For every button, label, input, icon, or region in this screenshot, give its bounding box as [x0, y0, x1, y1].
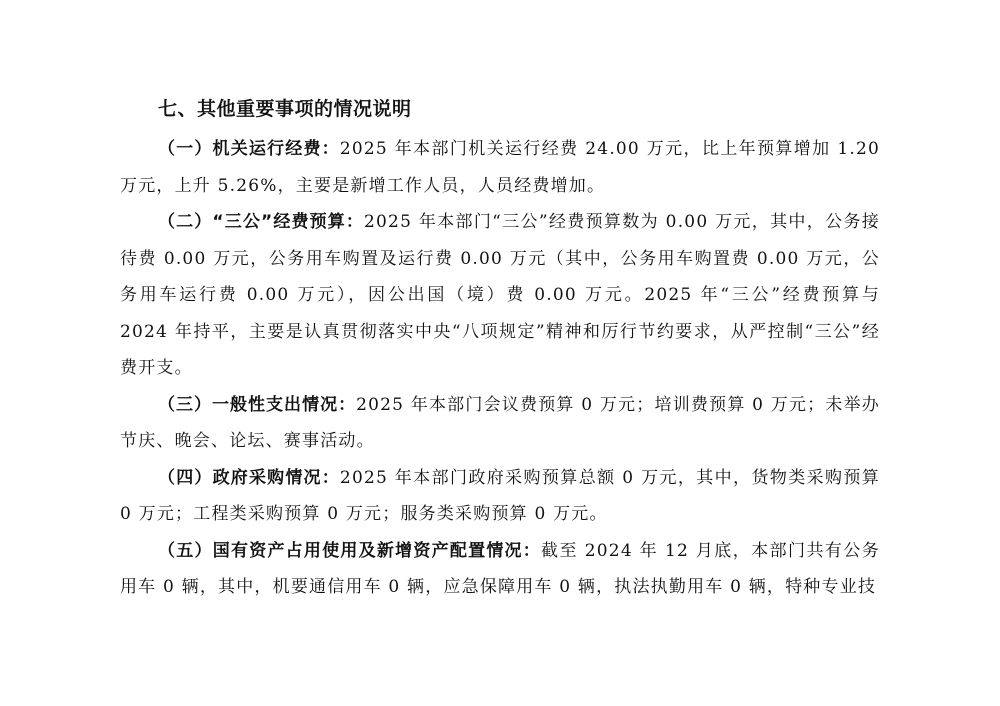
paragraph-body: 2025 年本部门机关运行经费 24.00 万元，比上年预算增加 1.20 万元，上升 5.26%，主要是新增工作人员，人员经费增加。 [120, 139, 880, 196]
paragraph-three-public-budget [120, 204, 880, 387]
paragraph-lead: （三）一般性支出情况： [158, 394, 357, 415]
paragraph-lead: （一）机关运行经费： [158, 139, 340, 159]
paragraph-operating-expenses [120, 131, 880, 204]
paragraph-body: 2025 年本部门政府采购预算总额 0 万元，其中，货物类采购预算 0 万元；工程类采购预算 0 万元；服务类采购预算 0 万元。 [120, 467, 880, 524]
paragraph-lead: （二）“三公”经费预算： [158, 212, 365, 232]
section-heading: 七、其他重要事项的情况说明 [158, 98, 412, 120]
paragraph-general-expenditure [120, 387, 880, 460]
paragraph-body: 截至 2024 年 12 月底，本部门共有公务用车 0 辆，其中，机要通信用车 0 辆，应急保障用车 0 辆，执法执勤用车 0 辆，特种专业技 [120, 540, 880, 597]
paragraph-state-assets [120, 533, 880, 606]
paragraph-lead: （四）政府采购情况： [158, 467, 340, 488]
paragraph-procurement [120, 460, 880, 533]
paragraph-lead: （五）国有资产占用使用及新增资产配置情况： [158, 540, 542, 561]
document-page [120, 95, 880, 606]
paragraph-body: 2025 年本部门会议费预算 0 万元；培训费预算 0 万元；未举办节庆、晚会、论坛、赛事活动。 [120, 394, 881, 451]
paragraph-body: 2025 年本部门“三公”经费预算数为 0.00 万元，其中，公务接待费 0.00 万元，公务用车购置及运行费 0.00 万元（其中，公务用车购置费 0.00 万元，公务用车运行费 0.00 万元），因公出国（境）费 0.00 万元。2025 年“三公”经费预算与 2024 年持平，主要是认真贯彻落实中央“八项规定”精神和厉行节约要求，从严控制“三公”经费开支。 [120, 212, 880, 378]
